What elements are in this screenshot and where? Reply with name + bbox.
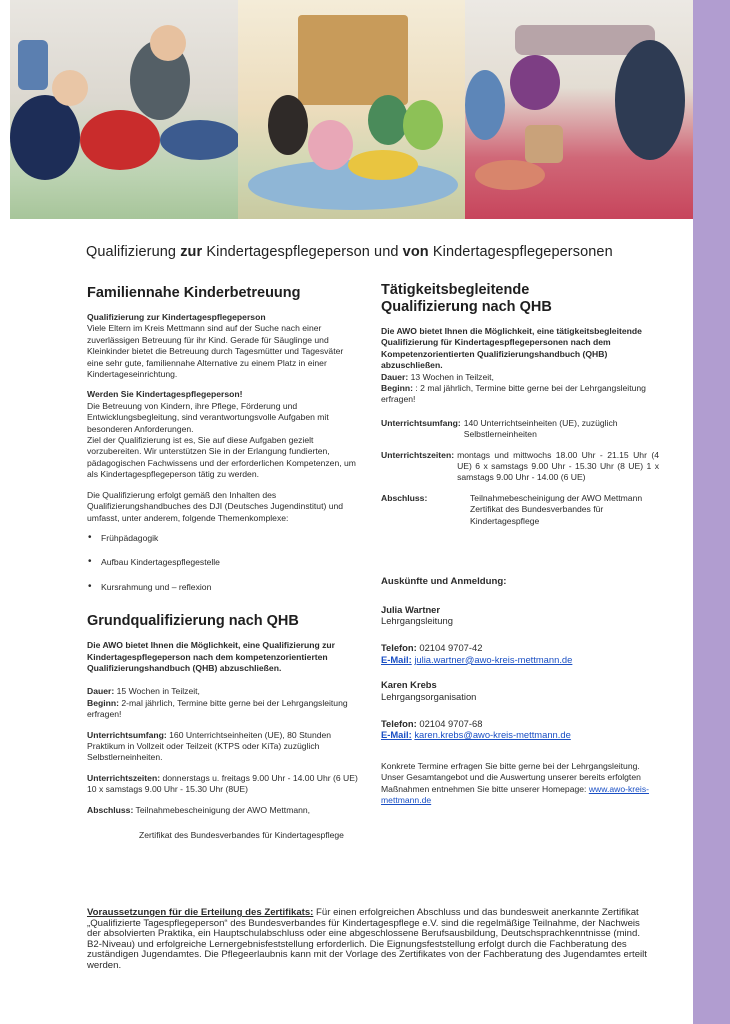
- paragraph-betreuung: Die Betreuung von Kindern, ihre Pflege, Förderung und Entwicklungsbegleitung, sind verantwortungsvolle Aufgaben mit besonderen Anforderungen.: [87, 400, 329, 434]
- grund-beginn: Beginn: 2-mal jährlich, Termine bitte gerne bei der Lehrgangsleitung erfragen!: [87, 697, 348, 720]
- list-item: • Frühpädagogik: [87, 533, 359, 544]
- list-item: • Aufbau Kindertagespflegestelle: [87, 557, 359, 568]
- grund-dauer: Dauer: 15 Wochen in Teilzeit,: [87, 686, 200, 697]
- left-column: [87, 285, 359, 850]
- paragraph-inhalte: Die Qualifizierung erfolgt gemäß den Inhalten des Qualifizierungshandbuches des DJI (Deutsches Jugendinstitut) und umfasst, unter anderem, folgende Themenkomplexe:: [87, 489, 344, 523]
- contact-note: Konkrete Termine erfragen Sie bitte gerne bei der Lehrgangsleitung. Unser Gesamtangebot und die Auswertung unserer bereits erfolgten Maßnahmen entnehmen Sie bitte unserer Homepage: www.awo-kreis-mettmann.de: [381, 760, 649, 805]
- grund-abschluss: Abschluss: Teilnahmebescheinigung der AWO Mettmann,: [87, 804, 311, 815]
- taetig-intro: Die AWO bietet Ihnen die Möglichkeit, eine tätigkeitsbegleitende Qualifizierung für Kindertagespflegepersonen nach dem Kompetenzorientierten Qualifizierungshandbuch (QHB) abzuschließen.: [381, 326, 642, 371]
- grund-umfang: Unterrichtsumfang: 160 Unterrichtseinheiten (UE), 80 Stunden Praktikum in Vollzeit oder Teilzeit (KTPS oder KiTa) zuzüglich Selbstlerneinheiten.: [87, 729, 332, 763]
- list-item: • Kursrahmung und – reflexion: [87, 582, 359, 593]
- taetig-dauer: Dauer: 13 Wochen in Teilzeit,: [381, 371, 494, 382]
- photo-children-playing-drums: [465, 0, 693, 219]
- right-column: [381, 282, 659, 806]
- email-link-karen[interactable]: karen.krebs@awo-kreis-mettmann.de: [414, 729, 571, 741]
- grund-intro: Die AWO bietet Ihnen die Möglichkeit, eine Qualifizierung zur Kindertagespflegeperson nach dem kompetenzorientierten Qualifizierungshandbuch (QHB) abzuschließen.: [87, 640, 335, 673]
- subheading-werden-sie: Werden Sie Kindertagespflegeperson!: [87, 389, 243, 400]
- homepage-link[interactable]: www.awo-kreis-mettmann.de: [381, 783, 649, 805]
- decorative-side-stripe: [693, 0, 730, 1024]
- grund-zeiten: Unterrichtszeiten: donnerstags u. freitags 9.00 Uhr - 14.00 Uhr (6 UE) 10 x samstags 9.00 Uhr - 15.30 Uhr (8UE): [87, 772, 358, 795]
- contact-karen: Karen Krebs Lehrgangsorganisation Telefon: 02104 9707-68 E-Mail: karen.krebs@awo-kreis-mettmann.de: [381, 679, 571, 741]
- paragraph-intro: Viele Eltern im Kreis Mettmann sind auf der Suche nach einer zuverlässigen Betreuung für ihr Kind. Gerade für Säuglinge und Kleinkinder bietet die Betreuung durch Tagesmütter und Tagesväter eine sehr gute, familiennahe Alternative zu einem Platz in einer Kindertageseinrichtung.: [87, 323, 344, 380]
- section-title-grundqualifizierung: Grundqualifizierung nach QHB: [87, 613, 299, 630]
- subheading-qualifizierung: Qualifizierung zur Kindertagespflegeperson: [87, 312, 266, 322]
- contact-title: Auskünfte und Anmeldung:: [381, 576, 507, 588]
- photo-children-playing-with-toy-cars: [10, 0, 238, 219]
- section-title-taetigkeitsbegleitend: Tätigkeitsbegleitende Qualifizierung nach QHB: [381, 282, 552, 315]
- email-link-julia[interactable]: julia.wartner@awo-kreis-mettmann.de: [414, 653, 573, 665]
- footer-requirements: Voraussetzungen für die Erteilung des Zertifikats: Für einen erfolgreichen Abschluss und das bundesweit anerkannte Zertifikat „Qualifizierte Tagespflegeperson“ des Bundesverbandes für Kindertagespflege e.V. sind die regelmäßige Teilnahme, der Nachweis der absolvierten Praktika, ein Hauptschulabschluss oder eine abgeschlossene Berufsausbildung, Deutschsprachkenntnisse (mind. B2-Niveau) und erfolgreiche Lernergebnisfeststellung erforderlich. Die Eignungsfeststellung erfolgt durch die Fachberatung des zuständigen Jugendamtes. Die Pflegeerlaubnis kann mit der Vorlage des Zertifikates von der Fachberatung des Jugendamtes erteilt werden.: [87, 907, 647, 971]
- grund-abschluss-zertifikat: Zertifikat des Bundesverbandes für Kindertagespflege: [139, 830, 344, 840]
- paragraph-ziel: Ziel der Qualifizierung ist es, Sie auf diese Aufgaben gezielt vorzubereiten. Wir unterstützen Sie in der Erlangung fundierten, pädagogischen Fachwissens und der erforderlichen Kompetenzen, um als Kindertagespflegeperson tätig zu werden.: [87, 435, 356, 480]
- taetig-abschluss: Abschluss: Teilnahmebescheinigung der AWO Mettmann Zertifikat des Bundesverbandes für Kindertagespflege: [381, 492, 643, 526]
- contact-julia: Julia Wartner Lehrgangsleitung Telefon: 02104 9707-42 E-Mail: julia.wartner@awo-kreis-mettmann.de: [381, 603, 573, 665]
- photo-children-in-circle-with-caregiver: [238, 0, 465, 219]
- taetig-zeiten: Unterrichtszeiten: montags und mittwochs 18.00 Uhr - 21.15 Uhr (4 UE) 6 x samstags 9.00 Uhr - 15.30 Uhr (8 UE) 1 x samstags 9.00 Uhr - 14.00 (6 UE): [381, 449, 659, 483]
- photo-strip: [10, 0, 693, 219]
- taetig-beginn: Beginn: : 2 mal jährlich, Termine bitte gerne bei der Lehrgangsleitung erfragen!: [381, 383, 646, 405]
- page-headline: Qualifizierung zur Kindertagespflegeperson und von Kindertagespflegepersonen: [86, 244, 613, 260]
- themes-list: [87, 533, 359, 593]
- taetig-umfang: Unterrichtsumfang: 140 Unterrichtseinheiten (UE), zuzüglich Selbstlerneinheiten: [381, 417, 618, 440]
- section-title-familiennahe: Familiennahe Kinderbetreuung: [87, 285, 301, 301]
